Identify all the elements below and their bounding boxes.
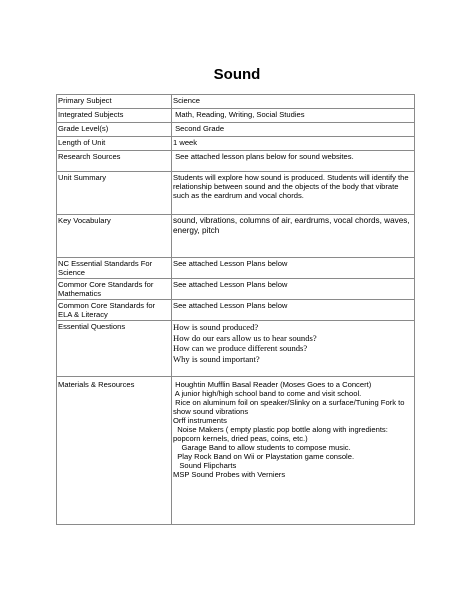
table-row <box>57 279 415 300</box>
table-row <box>57 109 415 123</box>
question-line: How can we produce different sounds? <box>173 343 308 354</box>
row-value: See attached Lesson Plans below <box>172 279 415 300</box>
table-row <box>57 321 415 377</box>
row-value: See attached lesson plans below for sound websites. <box>172 151 415 172</box>
row-label: Integrated Subjects <box>57 109 172 123</box>
row-label: Primary Subject <box>57 95 172 109</box>
row-value: Math, Reading, Writing, Social Studies <box>172 109 415 123</box>
unit-info-table <box>56 94 415 525</box>
row-label: Materials & Resources <box>57 377 172 525</box>
material-line: Noise Makers ( empty plastic pop bottle along with ingredients: <box>173 425 388 434</box>
material-line: Garage Band to allow students to compose music. <box>173 443 351 452</box>
row-label: Length of Unit <box>57 137 172 151</box>
material-line: Houghtin Mufflin Basal Reader (Moses Goes to a Concert) <box>173 380 372 389</box>
material-line: A junior high/high school band to come and visit school. <box>173 389 362 398</box>
row-value: sound, vibrations, columns of air, eardrums, vocal chords, waves, energy, pitch <box>172 215 415 258</box>
row-label: Common Core Standards for ELA & Literacy <box>57 300 172 321</box>
table-row <box>57 95 415 109</box>
material-line: Sound Flipcharts <box>173 461 237 470</box>
row-label: Grade Level(s) <box>57 123 172 137</box>
material-line: MSP Sound Probes with Verniers <box>173 470 286 479</box>
table-row <box>57 172 415 215</box>
row-value: See attached Lesson Plans below <box>172 300 415 321</box>
row-value: Second Grade <box>172 123 415 137</box>
table-row <box>57 151 415 172</box>
row-value: Science <box>172 95 415 109</box>
row-value: See attached Lesson Plans below <box>172 258 415 279</box>
question-line: Why is sound important? <box>173 353 260 364</box>
row-value: 1 week <box>172 137 415 151</box>
materials-cell <box>172 377 415 525</box>
material-line: popcorn kernels, dried peas, coins, etc.) <box>173 434 308 443</box>
question-line: How is sound produced? <box>173 322 259 332</box>
row-label: Essential Questions <box>57 321 172 377</box>
material-line: show sound vibrations <box>173 407 249 416</box>
material-line: Rice on aluminum foil on speaker/Slinky on a surface/Tuning Fork to <box>173 398 405 407</box>
row-value: Students will explore how sound is produced. Students will identify the relationship between sound and the objects of the body that vibrate such as the eardrum and vocal chords. <box>172 172 415 215</box>
row-label: Unit Summary <box>57 172 172 215</box>
table-row <box>57 137 415 151</box>
row-label: Key Vocabulary <box>57 215 172 258</box>
material-line: Play Rock Band on Wii or Playstation game console. <box>173 452 355 461</box>
table-row <box>57 300 415 321</box>
row-label: Research Sources <box>57 151 172 172</box>
table-row <box>57 123 415 137</box>
document-title: Sound <box>213 66 261 83</box>
question-line: How do our ears allow us to hear sounds? <box>173 332 317 343</box>
table-row <box>57 215 415 258</box>
material-line: Orff instruments <box>173 416 227 425</box>
table-row <box>57 377 415 525</box>
row-label: Commor Core Standards for Mathematics <box>57 279 172 300</box>
table-row <box>57 258 415 279</box>
row-label: NC Essential Standards For Science <box>57 258 172 279</box>
essential-questions-cell <box>172 321 415 377</box>
